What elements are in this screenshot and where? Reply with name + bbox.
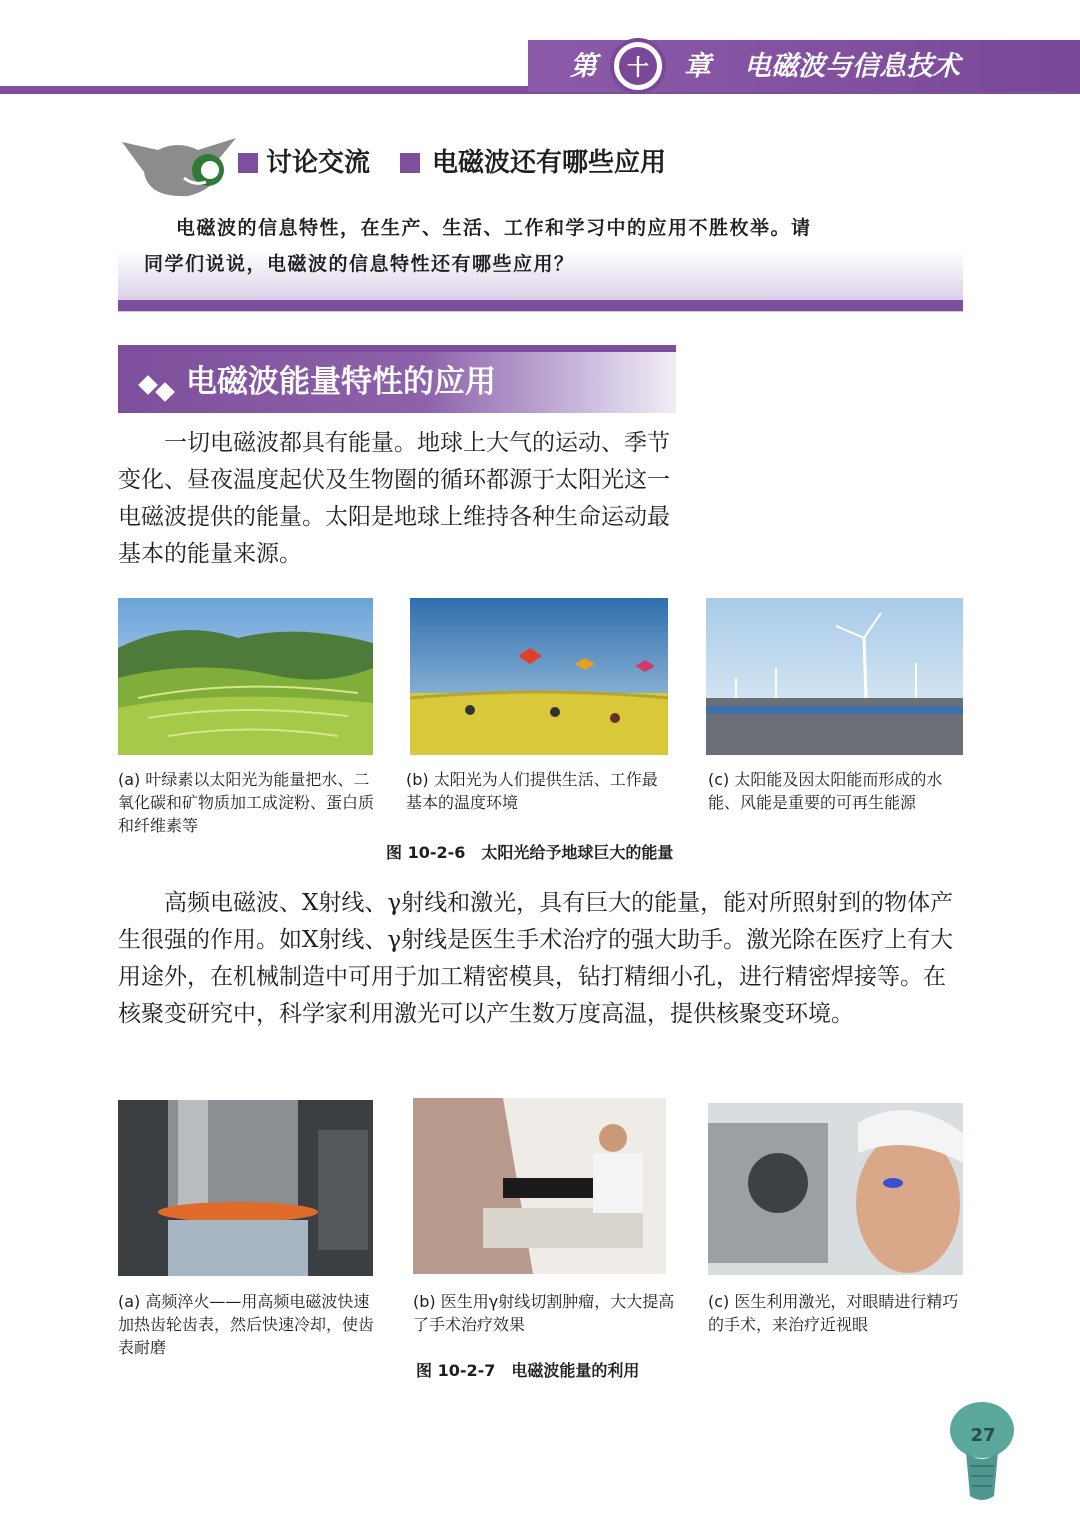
figure2-caption-a: (a) 高频淬火——用高频电磁波快速加热齿轮齿表，然后快速冷却，使齿表耐磨 [118, 1292, 375, 1357]
figure2-title: 图 10-2-7 电磁波能量的利用 [416, 1361, 640, 1380]
discussion-mascot-icon [118, 130, 240, 200]
bullet-square [400, 153, 420, 173]
chapter-number: 十 [619, 47, 657, 85]
kite-flying-photo [410, 598, 668, 755]
chapter-suffix: 章 [684, 51, 711, 82]
paragraph-energy-intro: 一切电磁波都具有能量。地球上大气的运动、季节变化、昼夜温度起伏及生物圈的循环都源于太阳光这一电磁波提供的能量。太阳是地球上维持各种生命运动最基本的能量来源。 [118, 430, 670, 567]
chapter-number-badge [610, 38, 666, 94]
figure2-caption-c: (c) 医生利用激光，对眼睛进行精巧的手术，来治疗近视眼 [708, 1292, 959, 1334]
bullet-square [238, 153, 258, 173]
figure1-caption-c: (c) 太阳能及因太阳能而形成的水能、风能是重要的可再生能源 [708, 770, 943, 812]
section-heading-rule [118, 345, 676, 352]
discussion-title: 电磁波还有哪些应用 [432, 148, 667, 178]
figure2-caption-b: (b) 医生用γ射线切割肿瘤，大大提高了手术治疗效果 [413, 1292, 675, 1334]
discussion-text [118, 210, 948, 282]
chapter-title: 电磁波与信息技术 [744, 51, 960, 82]
discussion-line-2: 同学们说说，电磁波的信息特性还有哪些应用？ [144, 253, 575, 275]
figure1-caption-a: (a) 叶绿素以太阳光为能量把水、二氧化碳和矿物质加工成淀粉、蛋白质和纤维素等 [118, 770, 375, 835]
discussion-line-1: 电磁波的信息特性，在生产、生活、工作和学习中的应用不胜枚举。请 [176, 217, 812, 239]
gamma-surgery-photo [413, 1098, 666, 1274]
figure1-caption-b: (b) 太阳光为人们提供生活、工作最基本的温度环境 [406, 770, 658, 812]
discussion-box-rule [118, 300, 963, 311]
wind-turbines-photo [706, 598, 963, 755]
chapter-prefix: 第 [570, 51, 597, 82]
figure1-title: 图 10-2-6 太阳光给予地球巨大的能量 [386, 843, 674, 862]
section-title: 电磁波能量特性的应用 [186, 364, 496, 400]
laser-eye-surgery-photo [708, 1103, 963, 1275]
paragraph-high-frequency: 高频电磁波、X射线、γ射线和激光，具有巨大的能量，能对所照射到的物体产生很强的作用。如X射线、γ射线是医生手术治疗的强大助手。激光除在医疗上有大用途外，在机械制造中可用于加工精密模具，钻打精细小孔，进行精密焊接等。在核聚变研究中，科学家利用激光可以产生数万度高温，提供核聚变环境。 [118, 890, 954, 1027]
terraced-field-photo [118, 598, 373, 755]
discussion-label: 讨论交流 [266, 148, 371, 178]
induction-hardening-photo [118, 1100, 373, 1276]
page-number: 27 [970, 1424, 996, 1446]
